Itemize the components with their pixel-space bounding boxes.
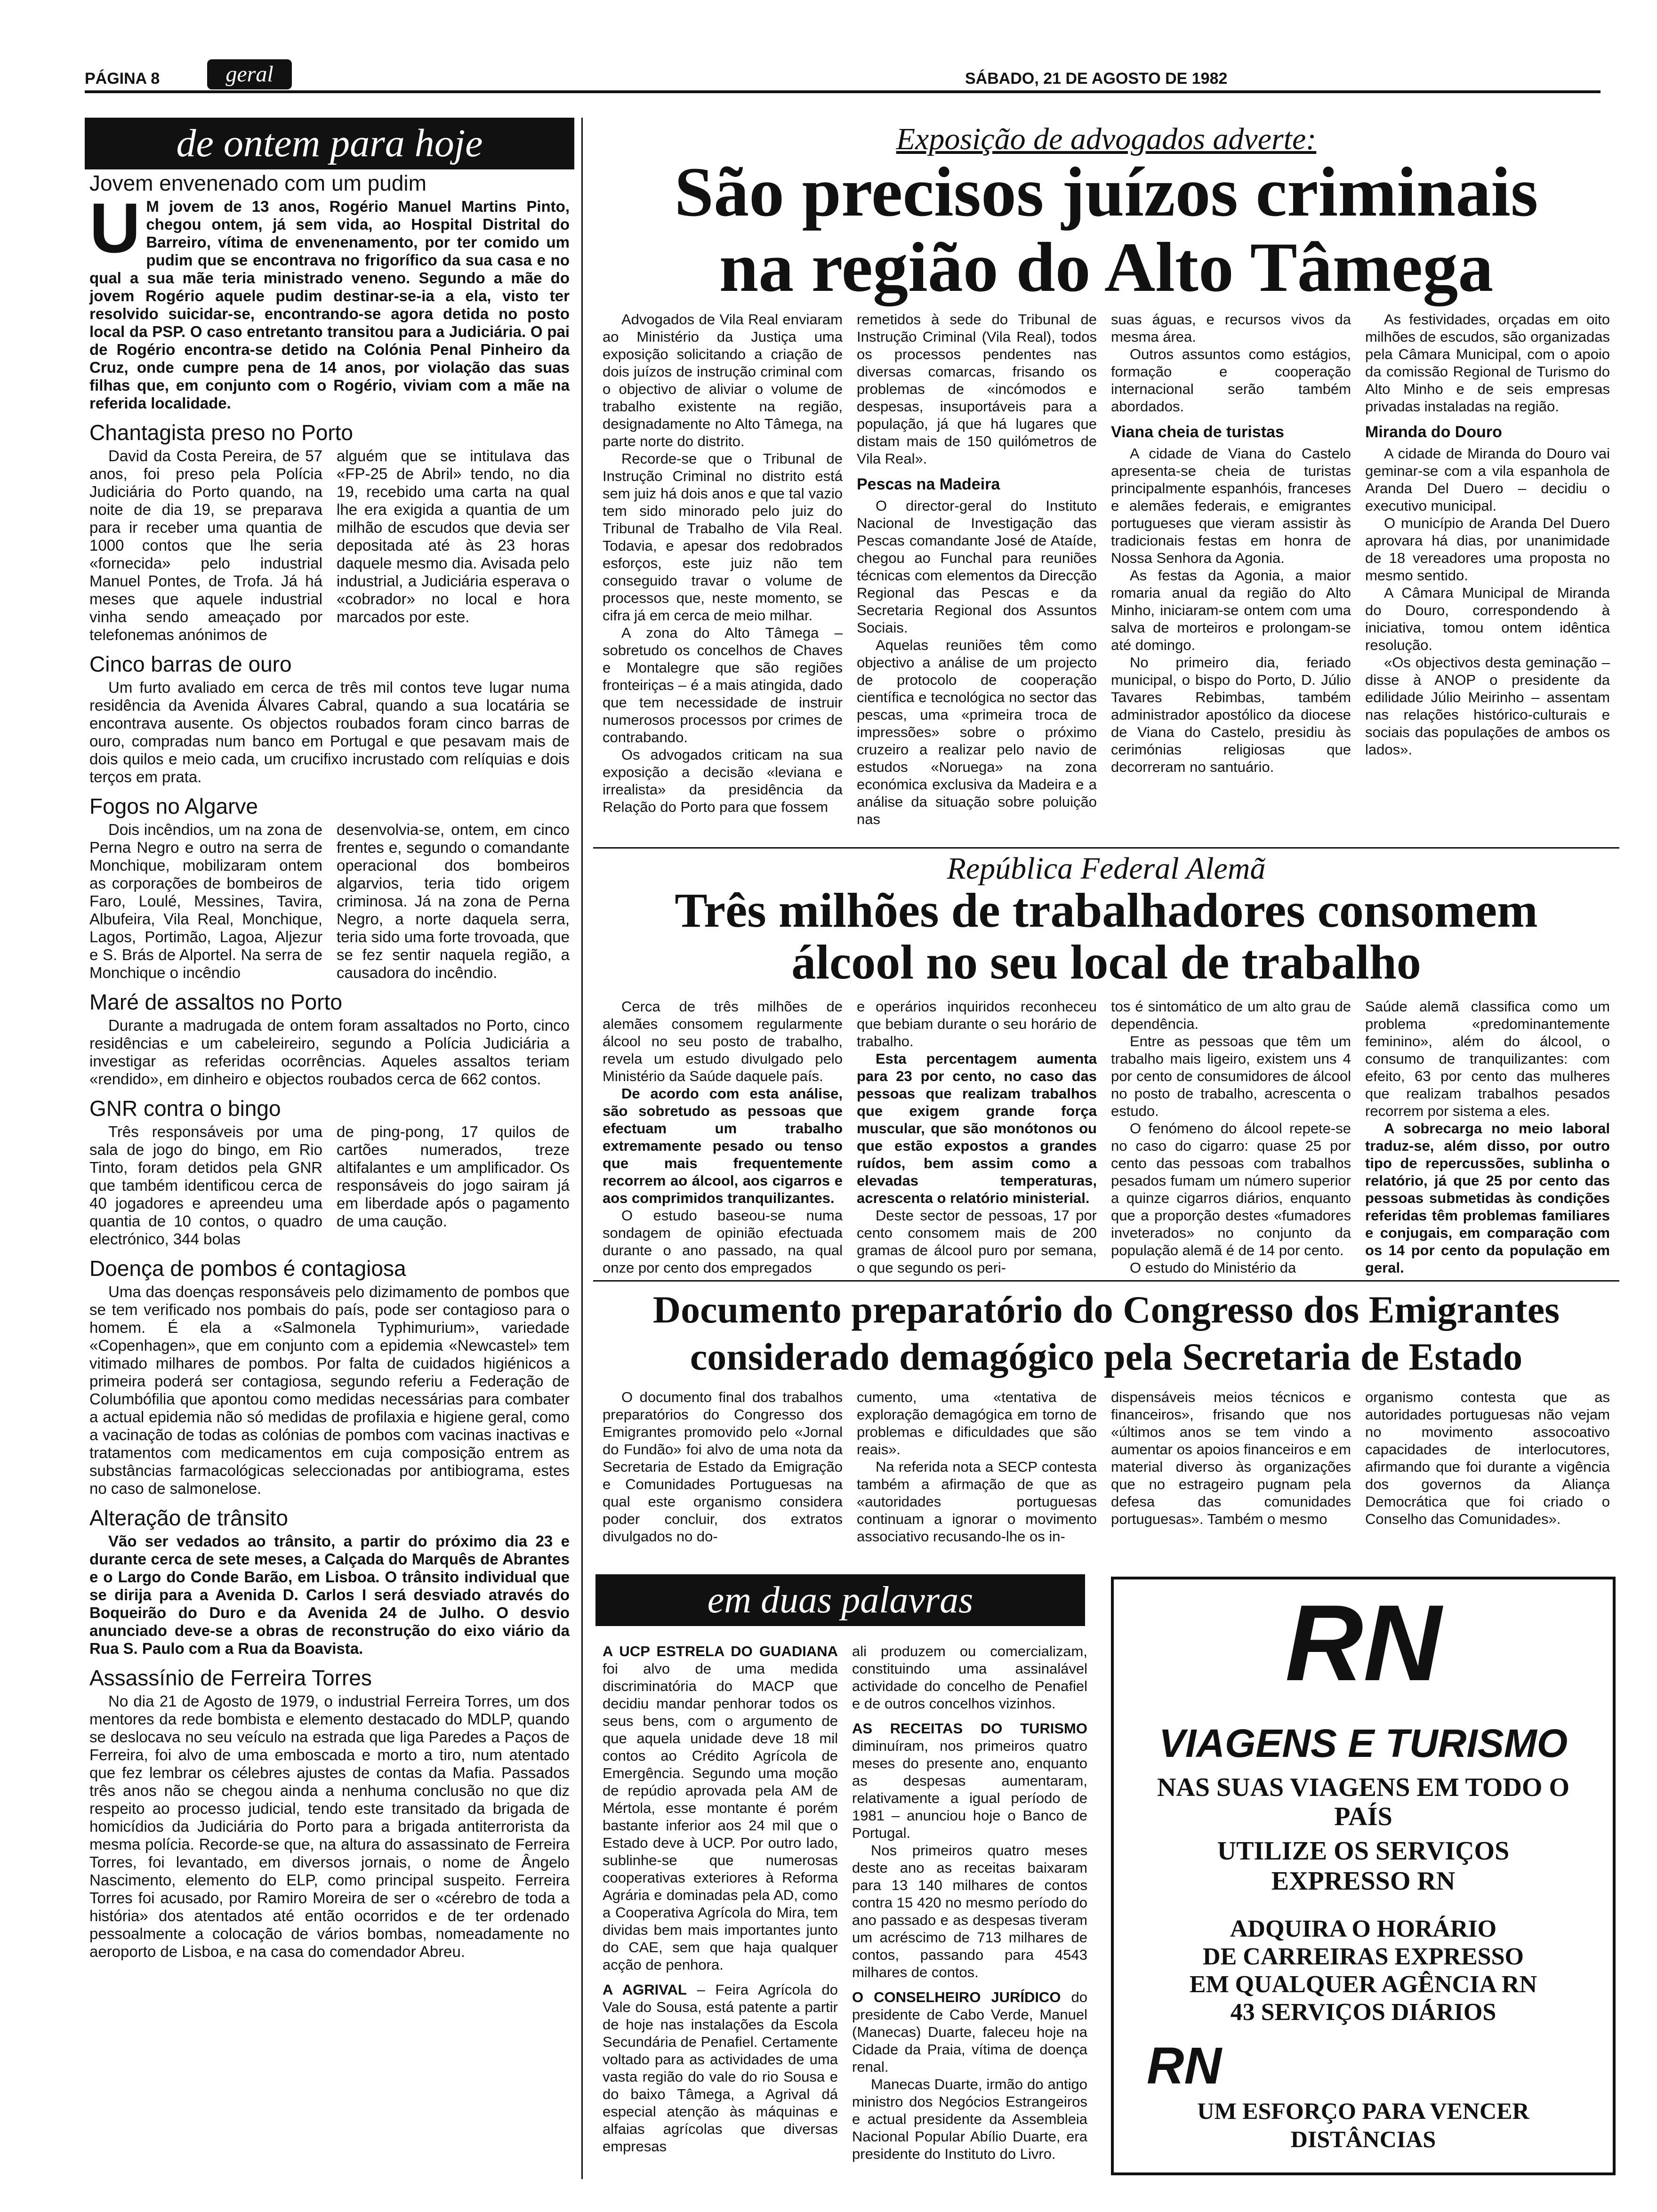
brief-body: Uma das doenças responsáveis pelo dizimamento de pombos que se tem verificado nos pombais do país, pode ser contagioso para o homem. É ela a «Salmonela Typhimurium», variedade «Copenhagen», que em conjunto com a epidemia «Newcastel» tem vitimado milhares de pombos. Por falta de cuidados higiénicos a primeira poderá ser contagiosa, segundo referiu a Federação de Columbófilia que apontou como medidas necessárias para combater a actual epidemia não só medidas de profilaxia e higiene geral, como a vacinação de todas as colónias de pombos com vacinas inactivas e tratamentos com medicamentos em cuja composição entrem as substâncias farmacológicas seleccionadas por antibiograma, estes no caso de salmonelose.	[89, 1283, 570, 1497]
story-rule	[593, 847, 1619, 849]
story-paragraph: Entre as pessoas que têm um trabalho mais ligeiro, existem uns 4 por cento de consumidores de álcool no posto de trabalho, acrescenta o estudo.	[1111, 1033, 1351, 1119]
advert-line: EXPRESSO RN	[1271, 1867, 1456, 1896]
brief-title: Alteração de trânsito	[89, 1506, 288, 1530]
story-paragraph: Cerca de três milhões de alemães consomem regularmente álcool no seu posto de trabalho, revela um estudo divulgado pelo Ministério da Saúde daquele país.	[603, 998, 843, 1084]
advert-box	[1111, 1577, 1616, 2175]
brief-paragraph: A AGRIVAL – Feira Agrícola do Vale do Sousa, está patente a partir de hoje nas instalações da Escola Secundária de Penafiel. Certamente voltado para as actividades de uma vasta região do vale do rio Sousa e do baixo Tâmega, a Agrival dá especial atenção às máquinas e alfaias agrícolas que diversas empresas	[603, 1981, 838, 2155]
story-column	[603, 311, 843, 816]
story-paragraph: tos é sintomático de um alto grau de dependência.	[1111, 998, 1351, 1032]
brief-body: U M jovem de 13 anos, Rogério Manuel Martins Pinto, chegou ontem, já sem vida, ao Hospital Distrital do Barreiro, vítima de envenenamento, por ter comido um pudim que se encontrava no frigorífico da sua casa e no qual a sua mãe teria ministrado veneno. Segundo a mãe do jovem Rogério aquele pudim destinar-se-ia a ela, visto ter resolvido suicidar-se, encontrando-se agora detida no posto local da PSP. O caso entretanto transitou para a Judiciária. O pai de Rogério encontra-se detido na Colónia Penal Pinheiro da Cruz, onde cumpre pena de 14 anos, por violação das suas filhas que, em conjunto com o Rogério, viviam com a mãe na referida localidade.	[89, 188, 570, 412]
rn-logo-small: RN	[1147, 2037, 1222, 2095]
story-column	[1111, 998, 1351, 1276]
story-rule	[593, 1280, 1619, 1282]
story-headline: São precisos juízos criminais	[674, 153, 1538, 231]
brief-two-col	[89, 1123, 570, 1248]
story-paragraph: Na referida nota a SECP contesta também a afirmação de que as «autoridades portuguesas continuam a ignorar o movimento associativo recusando-lhe os in-	[857, 1459, 1097, 1545]
advert-line: ADQUIRA O HORÁRIO	[1230, 1915, 1497, 1942]
brief-body: Vão ser vedados ao trânsito, a partir do próximo dia 23 e durante cerca de sete meses, a Calçada do Marquês de Abrantes e o Largo do Conde Barão, em Lisboa. O trânsito individual que se dirija para a Avenida D. Carlos I será desviado através do Boqueirão do Duro e da Avenida 24 de Julho. O desvio anunciado deve-se a obras de reconstrução do eixo viário da Rua S. Paulo com a Rua da Boavista.	[89, 1532, 570, 1657]
story-kicker: Exposição de advogados adverte:	[896, 122, 1317, 156]
story-subhead: Pescas na Madeira	[857, 475, 1000, 493]
story-headline: considerado demagógico pela Secretaria de Estado	[690, 1335, 1523, 1378]
brief-body: David da Costa Pereira, de 57 anos, foi preso pela Polícia Judiciária do Porto quando, na noite de dia 19, se preparava para ir receber uma quantia de 1000 contos que lhe seria «fornecida» pelo industrial Manuel Pontes, de Trofa. Já há meses que aquele industrial vinha sendo ameaçado por telefonemas anónimos de	[89, 447, 322, 643]
story-paragraph: remetidos à sede do Tribunal de Instrução Criminal (Vila Real), todos os processos pendentes nas diversas comarcas, frisando os problemas de «incómodos e despesas, insuportáveis para a população, já que há lugares que distam mais de 150 quilómetros de Vila Real».	[857, 311, 1097, 467]
story-paragraph: A Câmara Municipal de Miranda do Douro, correspondendo à iniciativa, tomou ontem idêntica resolução.	[1365, 585, 1610, 653]
story-subhead: Miranda do Douro	[1365, 423, 1502, 441]
brief-paragraph: Manecas Duarte, irmão do antigo ministro dos Negócios Estrangeiros e actual presidente da Assembleia Nacional Popular Abílio Duarte, era presidente do Instituto do Livro.	[852, 2076, 1087, 2162]
story-column	[857, 311, 1097, 828]
story-column	[1365, 1388, 1610, 1528]
brief-title: Fogos no Algarve	[89, 794, 258, 818]
story-paragraph: A zona do Alto Tâmega – sobretudo os concelhos de Chaves e Montalegre que são regiões fronteiriças – é a mais atingida, dado que tem necessidade de instruir numerosos processos por crimes de contrabando.	[603, 625, 843, 745]
advert-line: NAS SUAS VIAGENS EM TODO O PAÍS	[1157, 1773, 1569, 1831]
advert-slogan: UM ESFORÇO PARA VENCER DISTÂNCIAS	[1197, 2098, 1529, 2152]
advert-line: EM QUALQUER AGÊNCIA RN	[1189, 1971, 1537, 1998]
advert-line: DE CARREIRAS EXPRESSO	[1203, 1943, 1524, 1970]
advert-line: 43 SERVIÇOS DIÁRIOS	[1230, 1999, 1496, 2026]
story-paragraph: No primeiro dia, feriado municipal, o bispo do Porto, D. Júlio Tavares Rebimbas, também administrador apostólico da diocese de Viana do Castelo, presidiu às cerimónias religiosas que decorreram no santuário.	[1111, 654, 1351, 775]
brief-two-col	[89, 821, 570, 982]
advert-title: VIAGENS E TURISMO	[1158, 1721, 1568, 1765]
brief-body: desenvolvia-se, ontem, em cinco frentes e, segundo o comandante operacional dos bombeiros algarvios, teria tido origem criminosa. Já na zona de Perna Negro, a norte daquela serra, teria sido uma forte trovoada, que se fez sentir naquela região, a causadora do incêndio.	[337, 821, 570, 981]
brief-paragraph: AS RECEITAS DO TURISMO diminuíram, nos primeiros quatro meses do presente ano, enquanto as despesas aumentaram, relativamente a igual período de 1981 – anunciou hoje o Banco de Portugal.	[852, 1720, 1087, 1841]
brief-paragraph: A UCP ESTRELA DO GUADIANA foi alvo de uma medida discriminatória do MACP que decidiu mandar penhorar todos os seus bens, com o argumento de que aquela unidade deve 18 mil contos ao Crédito Agrícola de Emergência. Segundo uma moção de repúdio aprovada pela AM de Mértola, esse montante é porém bastante inferior aos 24 mil que o Estado deve à UCP. Por outro lado, sublinhe-se que numerosas cooperativas exteriores à Reforma Agrária e dominadas pela AD, como a Cooperativa Agrícola do Mira, tem dividas bem mais importantes junto do CAE, sem que haja qualquer acção de penhora.	[603, 1643, 838, 1973]
story-paragraph: A cidade de Viana do Castelo apresenta-se cheia de turistas principalmente espanhóis, franceses e alemães federais, e emigrantes portugueses que vieram assistir às tradicionais festas em honra de Nossa Senhora da Agonia.	[1111, 445, 1351, 566]
story-paragraph: O estudo do Ministério da	[1130, 1259, 1296, 1276]
story-paragraph: Os advogados criticam na sua exposição a decisão «leviana e irrealista» da presidência da Relação do Porto para que fossem	[603, 746, 843, 815]
brief-body: Três responsáveis por uma sala de jogo do bingo, em Rio Tinto, foram detidos pela GNR que também identificou cerca de 40 jogadores e apreendeu uma quantia de 10 contos, o quadro electrónico, 344 bolas	[89, 1123, 322, 1248]
story-headline: Documento preparatório do Congresso dos Emigrantes	[652, 1288, 1560, 1331]
story-paragraph: e operários inquiridos reconheceu que bebiam durante o seu horário de trabalho.	[857, 998, 1097, 1050]
story-paragraph: O director-geral do Instituto Nacional de Investigação das Pescas comandante José de Ataíde, chegou ao Funchal para reuniões técnicas com elementos da Direcção Regional das Pescas e da Secretaria Regional dos Assuntos Sociais.	[857, 497, 1097, 636]
brief-body: Dois incêndios, um na zona de Perna Negro e outro na serra de Monchique, mobilizaram ontem as corporações de bombeiros de Faro, Loulé, Messines, Tavira, Albufeira, Vila Real, Monchique, Lagos, Portimão, Lagoa, Aljezur e S. Brás de Alportel. Na serra de Monchique o incêndio	[89, 821, 322, 981]
briefs-banner: em duas palavras	[595, 1574, 1085, 1626]
brief-body: No dia 21 de Agosto de 1979, o industrial Ferreira Torres, um dos mentores da rede bombista e elemento destacado do MDLP, quando se deslocava no seu veículo na estrada que liga Paredes a Paços de Ferreira, foi alvo de uma emboscada e morto a tiro, num atentado que fez lembrar os célebres ajustes de contas da Mafia. Passados três anos não se chegou ainda a nenhuma conclusão no que diz respeito ao processo judicial, tendo este transitado da brigada de homicídios da Judiciária do Porto para a brigada antiterrorista da mesma polícia. Recorde-se que, na altura do assassinato de Ferreira Torres, foi levantado, em diversos jornais, o nome de Ângelo Nascimento, elemento do ELP, como principal suspeito. Ferreira Torres foi acusado, por Ramiro Moreira de ser o «cérebro de toda a história» dos atentados até então ocorridos e de ter ordenado pessoalmente a colocação de vários bombas, nomeadamente no aeroporto de Lisboa, e na casa do comendador Abreu.	[89, 1692, 570, 1960]
story-paragraph: Saúde alemã classifica como um problema «predominantemente feminino», além do álcool, o consumo de tranquilizantes: com efeito, 63 por cento das mulheres que realizam trabalhos pesados recorrem por sistema a eles.	[1365, 998, 1610, 1119]
drop-cap: U	[89, 188, 141, 267]
brief-body: Durante a madrugada de ontem foram assaltados no Porto, cinco residências e um cabeleireiro, segundo a Polícia Judiciária a investigar as referidas ocorrências. Aqueles assaltos teriam «rendido», em dinheiro e objectos roubados cerca de 662 contos.	[89, 1017, 570, 1088]
brief-title: Maré de assaltos no Porto	[89, 990, 342, 1014]
column-rule	[581, 118, 583, 2179]
brief-paragraph: O CONSELHEIRO JURÍDICO do presidente de Cabo Verde, Manuel (Manecas) Duarte, faleceu hoje na Cidade da Praia, vítima de doença renal.	[852, 1989, 1087, 2075]
story-paragraph: As festividades, orçadas em oito milhões de escudos, são organizadas pela Câmara Municipal, com o apoio da comissão Regional de Turismo do Alto Minho e de seis empresas privadas instaladas na região.	[1365, 311, 1610, 415]
header-rule	[85, 90, 1601, 93]
brief-title: Cinco barras de ouro	[89, 652, 292, 676]
brief-paragraph: Nos primeiros quatro meses deste ano as receitas baixaram para 13 140 milhares de contos contra 15 420 no mesmo período do ano passado e as despesas tiveram um acréscimo de 713 milhares de contos, passando para 4543 milhares de contos.	[852, 1842, 1087, 1980]
story-paragraph: cumento, uma «tentativa de exploração demagógica em torno de problemas e dificuldades que são reais».	[857, 1389, 1097, 1458]
story-paragraph: O fenómeno do álcool repete-se no caso do cigarro: quase 25 por cento das pessoas com trabalhos pesados fumam um número superior a quinze cigarros diários, enquanto que a proporção destes «fumadores inveterados» no conjunto da população alemã é de 14 por cento.	[1111, 1120, 1351, 1258]
page-date: SÁBADO, 21 DE AGOSTO DE 1982	[965, 70, 1228, 88]
story-paragraph: O estudo baseou-se numa sondagem de opinião efectuada durante o ano passado, na qual onze por cento dos empregados	[603, 1207, 843, 1276]
story-column	[857, 998, 1097, 1276]
briefs-column	[603, 1643, 838, 2155]
brief-title: Chantagista preso no Porto	[89, 420, 354, 445]
story-column	[857, 1388, 1097, 1545]
story-column	[603, 998, 843, 1276]
story-paragraph: De acordo com esta análise, são sobretudo as pessoas que efectuam um trabalho extremamente pesado ou tenso que mais frequentemente recorrem ao álcool, aos cigarros e aos comprimidos tranquilizantes.	[603, 1085, 843, 1206]
brief-title: Doença de pombos é contagiosa	[89, 1256, 406, 1281]
story-headline: na região do Alto Tâmega	[719, 228, 1494, 306]
story-paragraph: Recorde-se que o Tribunal de Instrução Criminal no distrito está sem juiz há dois anos e que tal vazio tem sido minorado pelo juiz do Tribunal de Trabalho de Vila Real. Todavia, e apesar dos redobrados esforços, este juiz não tem conseguido travar o volume de processos que, neste momento, se cifra já em cerca de meio milhar.	[603, 450, 843, 624]
brief-title: GNR contra o bingo	[89, 1096, 281, 1121]
story-paragraph: organismo contesta que as autoridades portuguesas não vejam no movimento assocoativo capacidades de interlocutores, afirmando que foi durante a vigência dos governos da Aliança Democrática que foi criado o Conselho das Comunidades».	[1365, 1389, 1610, 1527]
story-column	[1365, 998, 1610, 1276]
story-paragraph: suas águas, e recursos vivos da mesma área.	[1111, 311, 1351, 345]
section-banner: de ontem para hoje	[85, 118, 574, 169]
story-column	[1111, 1388, 1351, 1528]
brief-body: de ping-pong, 17 quilos de cartões numerados, treze altifalantes e um amplificador. Os responsáveis do jogo sairam já em liberdade após o pagamento de uma caução.	[337, 1123, 570, 1230]
page-number: PÁGINA 8	[85, 70, 160, 88]
advert-line: UTILIZE OS SERVIÇOS	[1217, 1836, 1510, 1866]
story-paragraph: Outros assuntos como estágios, formação e cooperação internacional serão também abordados.	[1111, 346, 1351, 415]
story-paragraph: Esta percentagem aumenta para 23 por cento, no caso das pessoas que realizam trabalhos que exigem grande força muscular, que são monótonos ou que estão expostos a grandes ruídos, bem assim como a elevadas temperaturas, acrescenta o relatório ministerial.	[857, 1050, 1097, 1206]
story-headline: Três milhões de trabalhadores consomem	[675, 883, 1538, 938]
story-paragraph: O município de Aranda Del Duero aprovara há dias, por unanimidade de 18 vereadores uma proposta no mesmo sentido.	[1365, 515, 1610, 584]
story-paragraph: «Os objectivos desta geminação – disse à ANOP o presidente da edilidade Júlio Meirinho – assentam nas relações histórico-culturais e sociais das populações de ambos os lados».	[1365, 654, 1610, 758]
story-paragraph: dispensáveis meios técnicos e financeiros», frisando que nos «últimos anos se tem vindo a aumentar os apoios financeiros e em material diverso às organizações que no estrageiro pugnam pela defesa das comunidades portuguesas». Também o mesmo	[1111, 1389, 1351, 1527]
brief-title: Jovem envenenado com um pudim	[89, 171, 426, 195]
story-paragraph: O documento final dos trabalhos preparatórios do Congresso dos Emigrantes promovido pelo «Jornal do Fundão» foi alvo de uma nota da Secretaria de Estado da Emigração e Comunidades Portuguesas na qual este organismo considera poder concluir, dos extratos divulgados no do-	[603, 1389, 843, 1545]
story-paragraph: Deste sector de pessoas, 17 por cento consomem mais de 200 gramas de álcool puro por semana, o que segundo os peri-	[857, 1207, 1097, 1276]
story-paragraph: A cidade de Miranda do Douro vai geminar-se com a vila espanhola de Aranda Del Duero – decidiu o executivo municipal.	[1365, 445, 1610, 514]
story-kicker: República Federal Alemã	[947, 851, 1266, 886]
story-headline: álcool no seu local de trabalho	[791, 935, 1421, 989]
story-paragraph: Advogados de Vila Real enviaram ao Ministério da Justiça uma exposição solicitando a criação de dois juízos de instrução criminal com o objectivo de aliviar o volume de trabalho existente na região, designadamente no Alto Tâmega, na parte norte do distrito.	[603, 311, 843, 449]
story-subhead: Viana cheia de turistas	[1111, 423, 1284, 441]
brief-two-col	[89, 447, 570, 644]
section-logo: geral	[207, 59, 292, 89]
story-column	[1365, 311, 1610, 758]
brief-body: Um furto avaliado em cerca de três mil contos teve lugar numa residência da Avenida Álvares Cabral, quando a sua locatária se encontrava ausente. Os objectos roubados foram cinco barras de ouro, compradas num banco em Portugal e que pesavam mais de dois quilos e meio cada, um crucifixo incrustado com relíquias e dois terços em prata.	[89, 679, 570, 785]
story-column	[1111, 311, 1351, 776]
rn-logo: RN	[1285, 1582, 1442, 1703]
story-column	[603, 1388, 843, 1545]
briefs-column	[852, 1643, 1087, 2163]
story-paragraph: A sobrecarga no meio laboral traduz-se, além disso, por outro tipo de repercussões, sublinha o relatório, já que 25 por cento das pessoas submetidas às condições referidas têm problemas familiares e conjugais, em comparação com os 14 por cento da população em geral.	[1365, 1120, 1610, 1276]
story-paragraph: As festas da Agonia, a maior romaria anual da região do Alto Minho, iniciaram-se ontem com uma salva de morteiros e prolongam-se até domingo.	[1111, 567, 1351, 653]
brief-title: Assassínio de Ferreira Torres	[89, 1666, 372, 1690]
brief-paragraph: ali produzem ou comercializam, constituindo uma assinalável actividade do concelho de Penafiel e de outros concelhos vizinhos.	[852, 1643, 1087, 1712]
brief-body: alguém que se intitulava das «FP-25 de Abril» tendo, no dia 19, recebido uma carta na qual lhe era exigida a quantia de um milhão de escudos que devia ser depositada até às 23 horas daquele mesmo dia. Avisada pelo industrial, a Judiciária esperava o «cobrador» no local e hora marcados por este.	[337, 447, 570, 625]
brief-column	[89, 171, 570, 1961]
story-paragraph: Aquelas reuniões têm como objectivo a análise de um projecto de protocolo de cooperação científica e tecnológica no sector das pescas, uma «primeira troca de impressões» sobre o próximo cruzeiro a realizar pelo navio de estudos «Noruega» na zona económica exclusiva da Madeira e a análise da situação sobre poluição nas	[857, 637, 1097, 827]
